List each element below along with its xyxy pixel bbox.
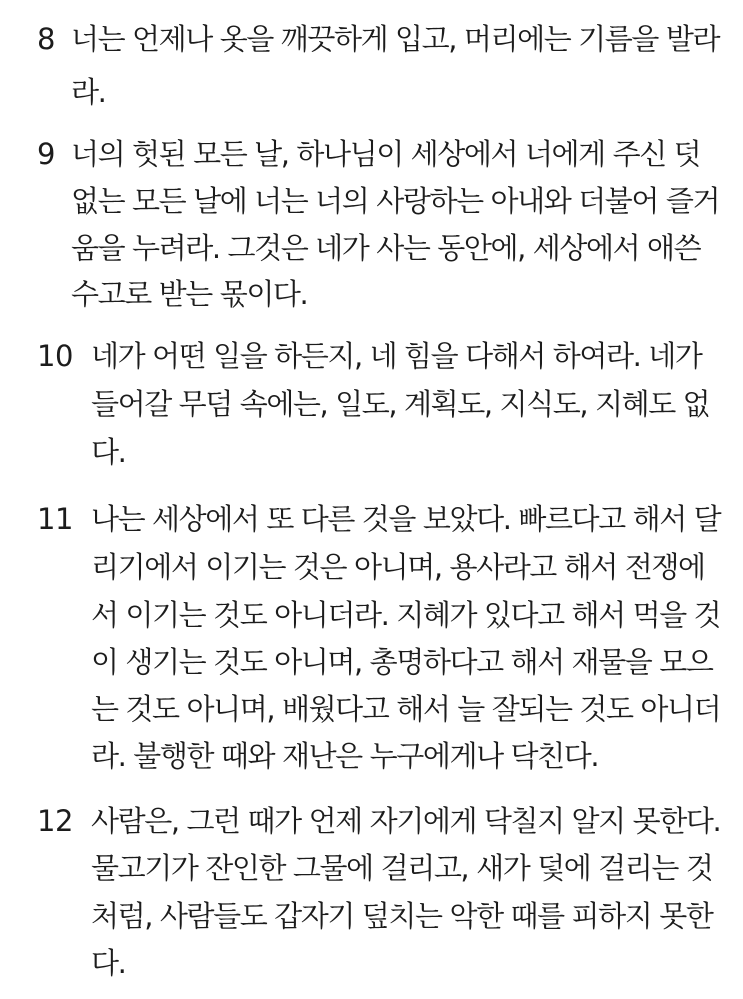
verse-text-line: 사람은, 그런 때가 언제 자기에게 닥칠지 알지 못한다. [91, 804, 721, 838]
verse-text-line: 리기에서 이기는 것은 아니며, 용사라고 해서 전쟁에 [91, 550, 705, 584]
verse-number: 8 [37, 22, 55, 56]
verse-text-line: 이 생기는 것도 아니며, 총명하다고 해서 재물을 모으 [91, 645, 713, 679]
verse-text-line: 다. [91, 946, 126, 980]
verse-text-line: 서 이기는 것도 아니더라. 지혜가 있다고 해서 먹을 것 [91, 598, 721, 632]
verse-text-line: 라. 불행한 때와 재난은 누구에게나 닥친다. [91, 739, 599, 773]
verse-text-line: 는 것도 아니며, 배웠다고 해서 늘 잘되는 것도 아니더 [91, 692, 721, 726]
verse-number: 11 [37, 502, 73, 536]
verse-number: 12 [37, 804, 73, 838]
verse-text-line: 다. [91, 435, 126, 469]
verse-text-line: 라. [71, 75, 106, 109]
verse-text-line: 없는 모든 날에 너는 너의 사랑하는 아내와 더불어 즐거 [71, 184, 720, 218]
verse-number: 10 [37, 339, 73, 373]
verse-text-line: 나는 세상에서 또 다른 것을 보았다. 빠르다고 해서 달 [91, 502, 721, 536]
verse-text-line: 수고로 받는 몫이다. [71, 277, 308, 311]
verse-text-line: 처럼, 사람들도 갑자기 덮치는 악한 때를 피하지 못한 [91, 899, 713, 933]
verse-text-line: 들어갈 무덤 속에는, 일도, 계획도, 지식도, 지혜도 없 [91, 387, 710, 421]
verse-text-line: 물고기가 잔인한 그물에 걸리고, 새가 덫에 걸리는 것 [91, 851, 713, 885]
verse-text-line: 움을 누려라. 그것은 네가 사는 동안에, 세상에서 애쓴 [71, 231, 701, 265]
verse-text-line: 네가 어떤 일을 하든지, 네 힘을 다해서 하여라. 네가 [91, 339, 702, 373]
verse-number: 9 [37, 137, 55, 171]
verse-text-line: 너는 언제나 옷을 깨끗하게 입고, 머리에는 기름을 발라 [71, 22, 720, 56]
verse-text-line: 너의 헛된 모든 날, 하나님이 세상에서 너에게 주신 덧 [71, 137, 701, 171]
